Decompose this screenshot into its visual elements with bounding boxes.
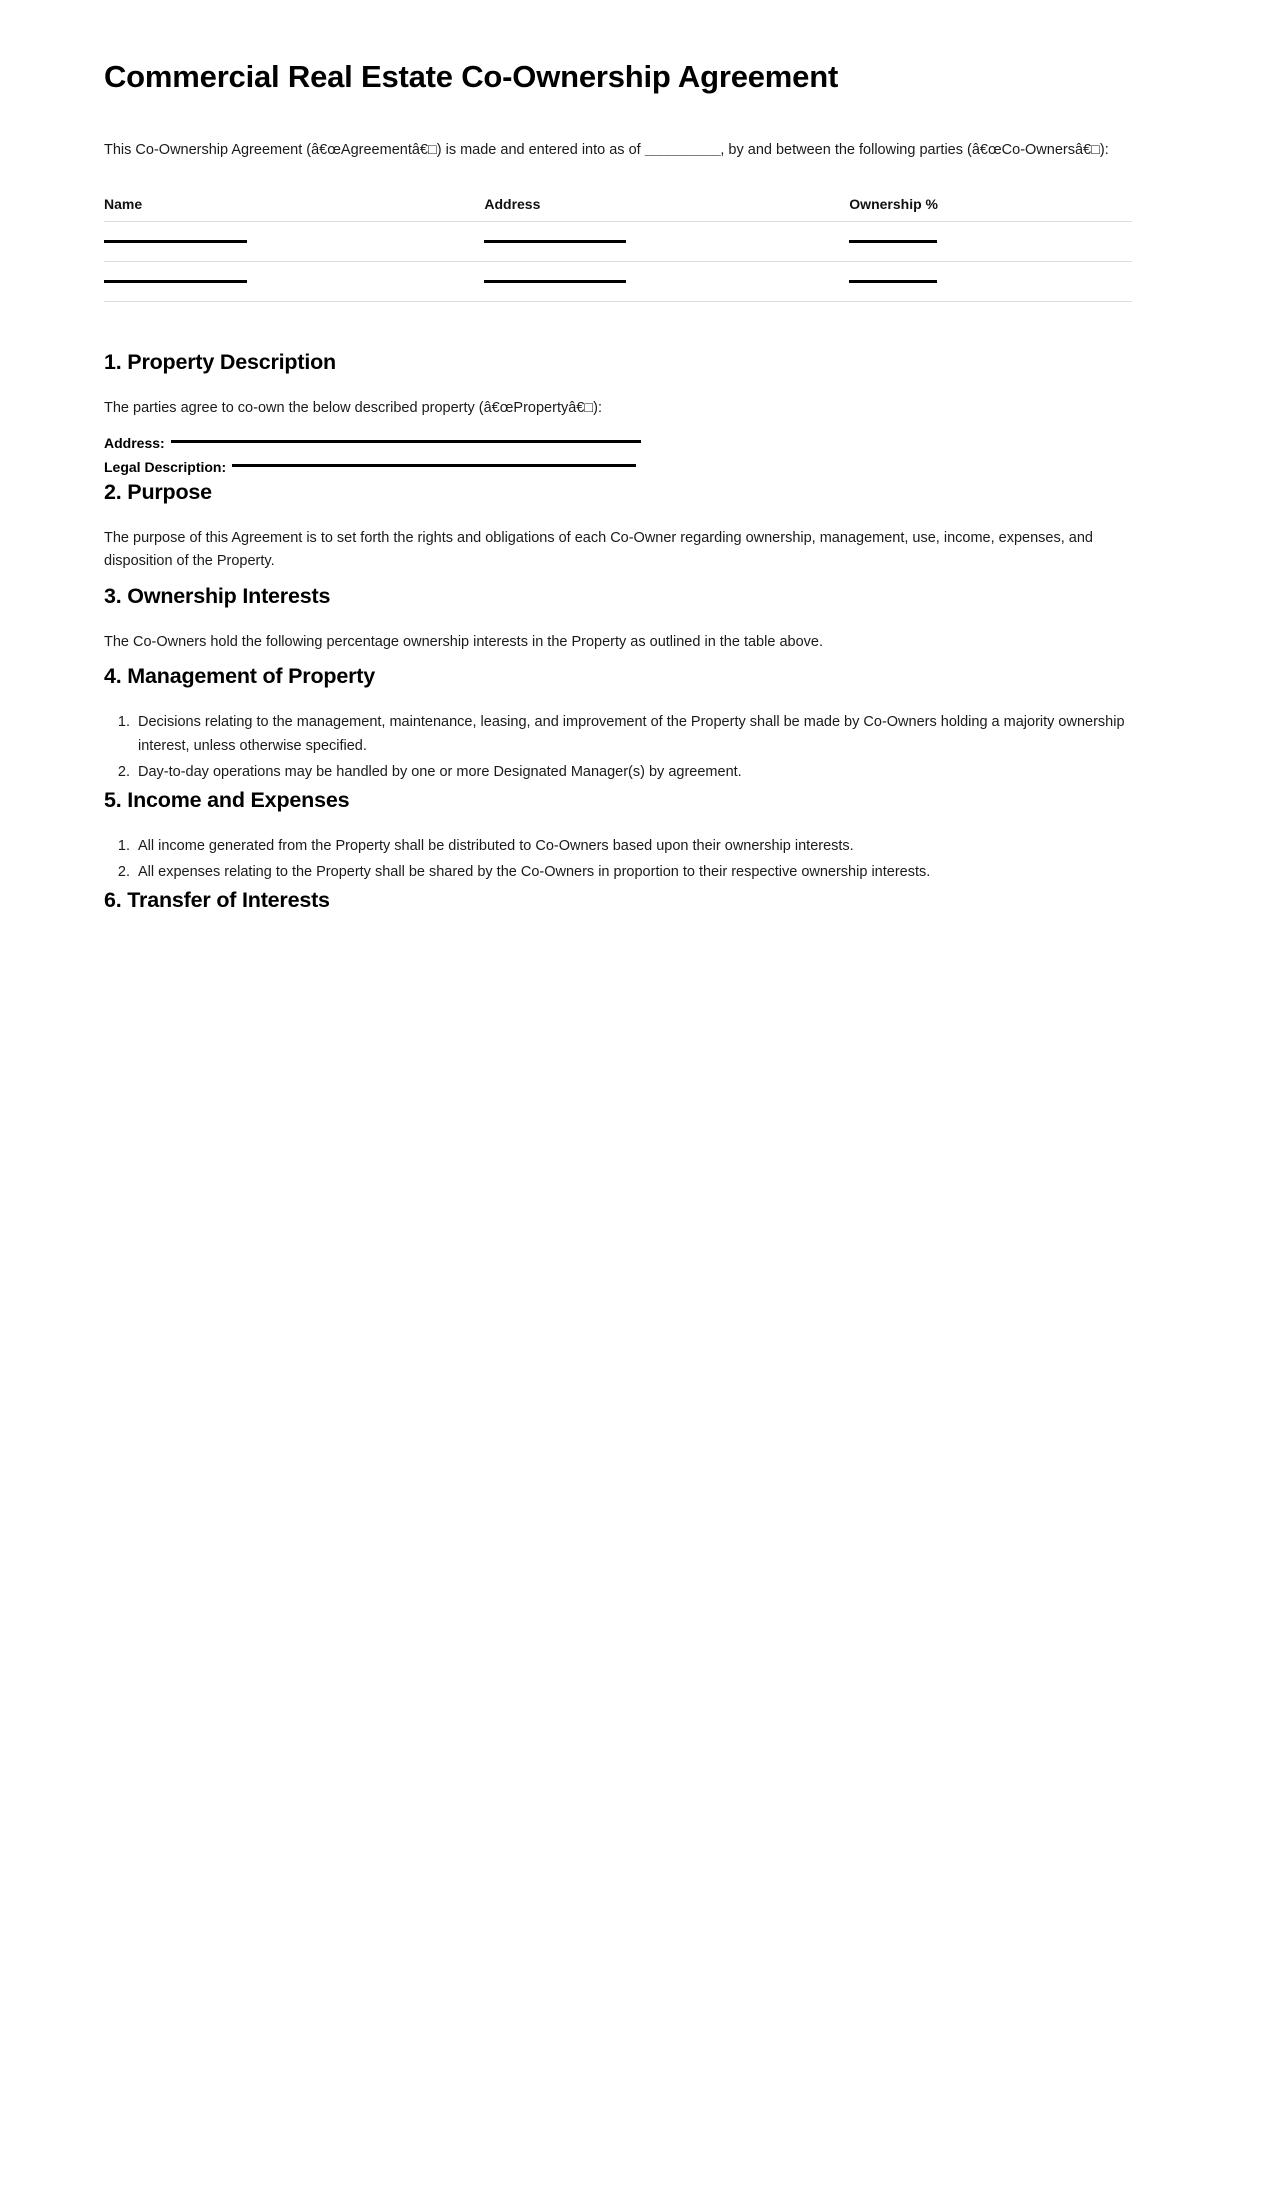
ownership-fill-rule[interactable]	[849, 240, 937, 243]
field-address-label: Address:	[104, 434, 165, 451]
intro-text-part-2: , by and between the following parties (â€œCo-Ownersâ€□):	[720, 141, 1109, 158]
cell-ownership[interactable]	[849, 262, 1132, 302]
management-list	[104, 711, 1143, 784]
cell-address[interactable]	[484, 222, 849, 262]
section-heading: 4. Management of Property	[104, 664, 375, 689]
field-legal-description	[104, 455, 1143, 480]
name-fill-rule[interactable]	[104, 240, 247, 243]
cell-name[interactable]	[104, 222, 484, 262]
list-item: 1. Decisions relating to the management, maintenance, leasing, and improvement of the Property shall be made by Co-Owners holding a majority ownership interest, unless otherwise specified.	[134, 711, 1143, 758]
section-purpose	[104, 480, 1143, 574]
list-item: 1. All income generated from the Property shall be distributed to Co-Owners based upon their ownership interests.	[134, 835, 1143, 858]
field-address-input-rule[interactable]	[171, 440, 641, 443]
list-item: 2. All expenses relating to the Property shall be shared by the Co-Owners in proportion to their respective ownership interests.	[134, 861, 1143, 884]
table-row	[104, 262, 1132, 302]
field-legal-description-input-rule[interactable]	[232, 464, 636, 467]
section-ownership-interests	[104, 584, 1143, 654]
section-transfer-of-interests	[104, 888, 1143, 913]
section-heading: 2. Purpose	[104, 479, 212, 504]
intro-paragraph	[104, 139, 1114, 162]
section-heading: 5. Income and Expenses	[104, 787, 350, 812]
field-legal-description-label: Legal Description:	[104, 459, 227, 476]
name-fill-rule[interactable]	[104, 280, 247, 283]
section-property-description	[104, 350, 1143, 479]
section-income-and-expenses	[104, 788, 1143, 885]
cell-ownership[interactable]	[849, 222, 1132, 262]
column-header-ownership: Ownership %	[849, 196, 1132, 222]
intro-date-blank[interactable]: __________	[644, 141, 721, 158]
section-heading: 6. Transfer of Interests	[104, 887, 330, 912]
section-heading: 1. Property Description	[104, 350, 336, 375]
page-title: Commercial Real Estate Co-Ownership Agreement	[104, 59, 839, 94]
page-trailing-space	[104, 935, 1143, 1555]
intro-text-part-1: This Co-Ownership Agreement (â€œAgreementâ€□) is made and entered into as of	[104, 141, 645, 158]
address-fill-rule[interactable]	[484, 280, 626, 283]
table-header-row	[104, 196, 1132, 222]
cell-name[interactable]	[104, 262, 484, 302]
section-paragraph: The Co-Owners hold the following percentage ownership interests in the Property as outlined in the table above.	[104, 633, 823, 650]
cell-address[interactable]	[484, 262, 849, 302]
list-item: 2. Day-to-day operations may be handled by one or more Designated Manager(s) by agreement.	[134, 761, 1143, 784]
column-header-name: Name	[104, 196, 484, 222]
section-management-of-property	[104, 664, 1143, 784]
column-header-address: Address	[484, 196, 849, 222]
parties-table	[104, 196, 1132, 302]
section-heading: 3. Ownership Interests	[104, 583, 331, 608]
section-paragraph: The purpose of this Agreement is to set forth the rights and obligations of each Co-Owner regarding ownership, management, use, income, expenses, and disposition of the Property.	[104, 529, 1093, 570]
income-expenses-list	[104, 835, 1143, 885]
table-row	[104, 222, 1132, 262]
section-paragraph: The parties agree to co-own the below described property (â€œPropertyâ€□):	[104, 400, 602, 417]
ownership-fill-rule[interactable]	[849, 280, 937, 283]
address-fill-rule[interactable]	[484, 240, 626, 243]
field-address	[104, 431, 1143, 456]
